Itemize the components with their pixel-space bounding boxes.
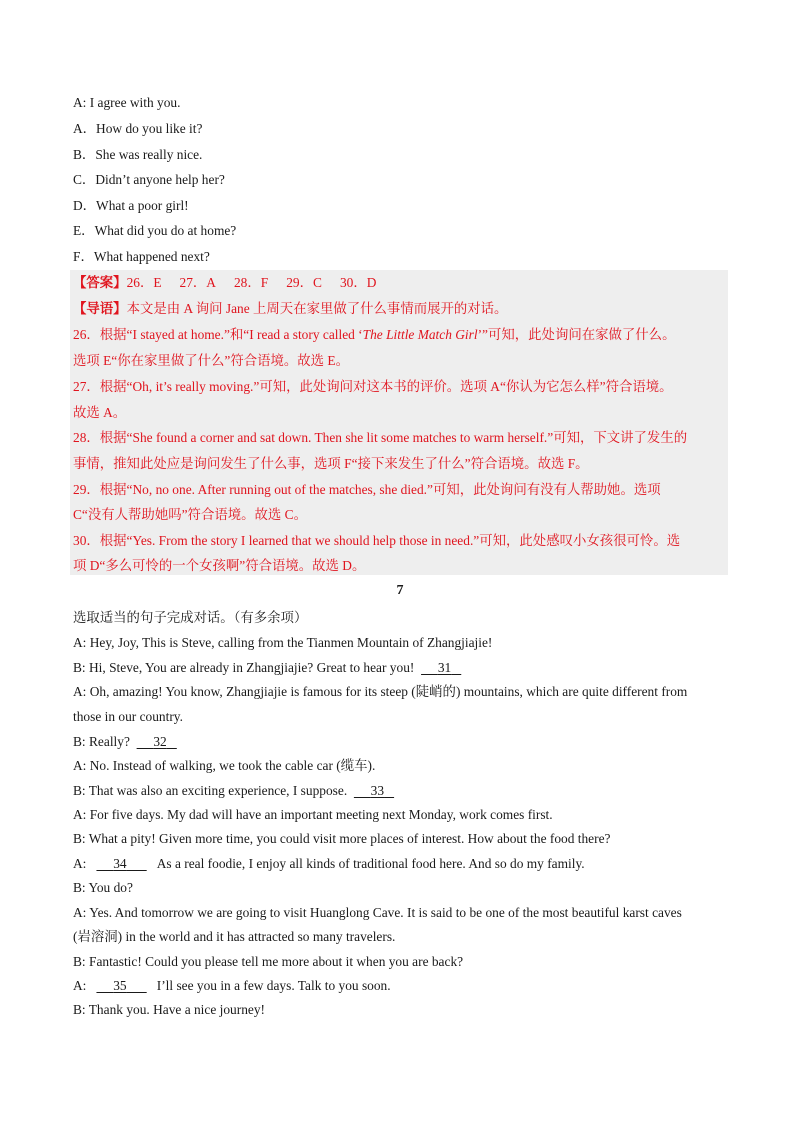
dialogue-line: B: Fantastic! Could you please tell me more about it when you are back? [73,954,464,969]
explanation-27: 27．根据“Oh, it’s really moving.”可知，此处询问对这本书的评价。选项 A“你认为它怎么样”符合语境。 [73,379,673,394]
option-b: B．She was really nice. [73,147,203,162]
dialogue-line: A: I agree with you. [73,95,181,110]
blank-number: 32 [153,734,167,749]
blank-32[interactable] [137,733,177,751]
dialogue-line: those in our country. [73,709,183,724]
answer-key: 27．A [179,275,216,290]
explanation-26-cont: 选项 E“你在家里做了什么”符合语境。故选 E。 [73,353,349,368]
dialogue-text: I’ll see you in a few days. Talk to you soon. [156,978,391,993]
dialogue-line: B: What a pity! Given more time, you could visit more places of interest. How about the food there? [73,831,611,846]
speaker-label: A: [73,978,87,993]
dialogue-line [73,782,728,800]
explanation-28-cont: 事情，推知此处应是询问发生了什么事，选项 F“接下来发生了什么”符合语境。故选 F。 [73,456,589,471]
explanation-29: 29．根据“No, no one. After running out of the matches, she died.”可知，此处询问有没有人帮助她。选项 [73,482,661,497]
story-title: The Little Match Girl [362,327,478,342]
answer-key: 30．D [339,275,377,290]
dialogue-line: (岩溶洞) in the world and it has attracted so many travelers. [73,929,396,944]
blank-34[interactable] [96,855,146,873]
explanation-30: 30．根据“Yes. From the story I learned that we should help those in need.”可知，此处感叹小女孩很可怜。选 [73,533,681,548]
dialogue-line: A: No. Instead of walking, we took the cable car (缆车). [73,758,376,773]
guide-label: 【导语】 [73,301,127,316]
speaker-label: A: [73,856,87,871]
instruction: 选取适当的句子完成对话。（有多余项） [73,610,308,625]
explanation-29-cont: C“没有人帮助她吗”符合语境。故选 C。 [73,507,307,522]
dialogue-line: A: For five days. My dad will have an important meeting next Monday, work comes first. [73,807,553,822]
guide-line [73,300,728,318]
answer-key: 28．F [233,275,269,290]
dialogue-line [73,659,728,677]
answer-label: 【答案】 [73,275,127,290]
explanation-text: 26．根据“I stayed at home.”和“I read a story called ‘ [73,327,363,342]
answer-key: 29．C [286,275,322,290]
explanation-26 [73,326,728,344]
guide-text: 本文是由 A 询问 Jane 上周天在家里做了什么事情而展开的对话。 [126,301,508,316]
dialogue-line [73,855,728,873]
dialogue-line: B: You do? [73,880,133,895]
answer-key: 26．E [126,275,162,290]
dialogue-text: B: Hi, Steve, You are already in Zhangjiajie? Great to hear you! [73,660,415,675]
explanation-28: 28．根据“She found a corner and sat down. Then she lit some matches to warm herself.”可知，下文讲了发生的 [73,430,688,445]
blank-33[interactable] [354,782,394,800]
blank-number: 35 [113,978,127,993]
dialogue-line [73,733,728,751]
dialogue-line [73,977,728,995]
dialogue-text: B: That was also an exciting experience, I suppose. [73,783,348,798]
dialogue-text: B: Really? [73,734,130,749]
dialogue-line: A: Oh, amazing! You know, Zhangjiajie is famous for its steep (陡峭的) mountains, which are quite different from [73,684,688,699]
blank-number: 33 [370,783,385,798]
dialogue-line: A: Yes. And tomorrow we are going to visit Huanglong Cave. It is said to be one of the most beautiful karst caves [73,905,682,920]
question-number: 7 [396,583,404,598]
blank-31[interactable] [421,659,461,677]
answer-keys [73,274,728,292]
explanation-text: ’”可知，此处询问在家做了什么。 [477,327,676,342]
dialogue-line: B: Thank you. Have a nice journey! [73,1002,265,1017]
dialogue-line: A: Hey, Joy, This is Steve, calling from the Tianmen Mountain of Zhangjiajie! [73,635,493,650]
blank-number: 34 [113,856,127,871]
explanation-30-cont: 项 D“多么可怜的一个女孩啊”符合语境。故选 D。 [73,558,366,573]
option-f: F．What happened next? [73,249,210,264]
option-e: E．What did you do at home? [73,223,237,238]
blank-35[interactable] [96,977,146,995]
blank-number: 31 [437,660,452,675]
explanation-27-cont: 故选 A。 [73,405,127,420]
dialogue-text: As a real foodie, I enjoy all kinds of traditional food here. And so do my family. [156,856,585,871]
option-d: D．What a poor girl! [73,198,189,213]
option-c: C．Didn’t anyone help her? [73,172,225,187]
option-a: A．How do you like it? [73,121,203,136]
